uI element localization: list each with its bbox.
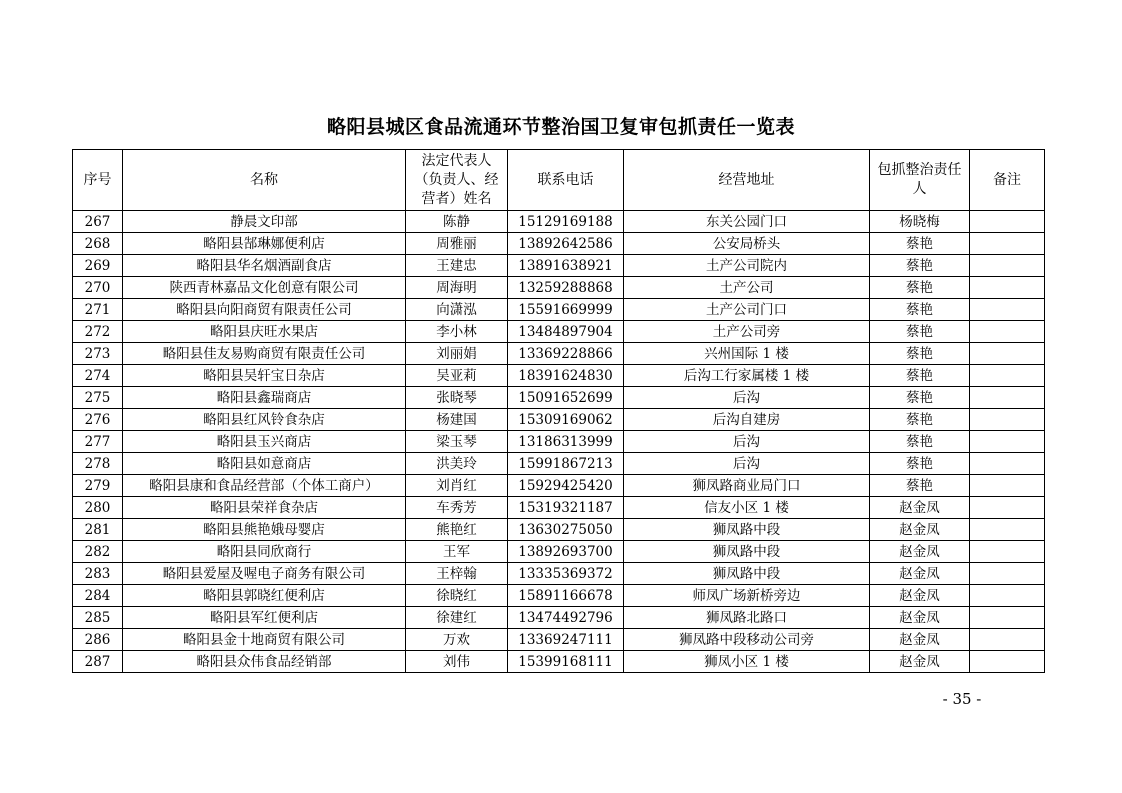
cell-addr: 公安局桥头	[624, 233, 870, 255]
cell-phone: 18391624830	[508, 365, 624, 387]
cell-owner: 蔡艳	[870, 233, 970, 255]
cell-phone: 15991867213	[508, 453, 624, 475]
cell-addr: 狮凤小区 1 楼	[624, 651, 870, 673]
cell-note	[970, 497, 1045, 519]
col-header-addr: 经营地址	[624, 150, 870, 211]
cell-phone: 13259288868	[508, 277, 624, 299]
cell-owner: 杨晓梅	[870, 211, 970, 233]
cell-seq: 278	[73, 453, 123, 475]
table-row	[73, 629, 1045, 651]
cell-rep: 向潇泓	[406, 299, 508, 321]
cell-name: 略阳县郜琳娜便利店	[123, 233, 406, 255]
cell-name: 略阳县康和食品经营部（个体工商户）	[123, 475, 406, 497]
cell-seq: 283	[73, 563, 123, 585]
cell-note	[970, 541, 1045, 563]
cell-addr: 狮凤路中段	[624, 519, 870, 541]
cell-note	[970, 651, 1045, 673]
cell-name: 略阳县如意商店	[123, 453, 406, 475]
cell-addr: 狮凤路北路口	[624, 607, 870, 629]
cell-rep: 刘肖红	[406, 475, 508, 497]
cell-phone: 13892693700	[508, 541, 624, 563]
cell-seq: 275	[73, 387, 123, 409]
cell-note	[970, 277, 1045, 299]
cell-addr: 东关公园门口	[624, 211, 870, 233]
cell-phone: 15319321187	[508, 497, 624, 519]
table-row	[73, 321, 1045, 343]
col-header-note: 备注	[970, 150, 1045, 211]
cell-phone: 13369228866	[508, 343, 624, 365]
cell-note	[970, 629, 1045, 651]
cell-seq: 274	[73, 365, 123, 387]
table-row	[73, 387, 1045, 409]
cell-name: 略阳县华名烟酒副食店	[123, 255, 406, 277]
cell-rep: 杨建国	[406, 409, 508, 431]
cell-name: 略阳县向阳商贸有限责任公司	[123, 299, 406, 321]
table-body	[73, 211, 1045, 673]
cell-seq: 284	[73, 585, 123, 607]
page-number: - 35 -	[942, 690, 982, 708]
cell-note	[970, 321, 1045, 343]
cell-seq: 280	[73, 497, 123, 519]
cell-owner: 蔡艳	[870, 321, 970, 343]
cell-rep: 吴亚莉	[406, 365, 508, 387]
cell-rep: 陈静	[406, 211, 508, 233]
table-row	[73, 651, 1045, 673]
page-title: 略阳县城区食品流通环节整治国卫复审包抓责任一览表	[326, 116, 795, 138]
table-row	[73, 453, 1045, 475]
cell-phone: 13630275050	[508, 519, 624, 541]
cell-addr: 土产公司	[624, 277, 870, 299]
table-row	[73, 431, 1045, 453]
cell-name: 略阳县同欣商行	[123, 541, 406, 563]
cell-phone: 15399168111	[508, 651, 624, 673]
cell-phone: 15129169188	[508, 211, 624, 233]
cell-note	[970, 475, 1045, 497]
cell-addr: 土产公司门口	[624, 299, 870, 321]
table-row	[73, 409, 1045, 431]
table-row	[73, 519, 1045, 541]
cell-name: 略阳县荣祥食杂店	[123, 497, 406, 519]
cell-name: 略阳县郭晓红便利店	[123, 585, 406, 607]
cell-phone: 15091652699	[508, 387, 624, 409]
table-row	[73, 541, 1045, 563]
cell-seq: 273	[73, 343, 123, 365]
cell-seq: 272	[73, 321, 123, 343]
cell-rep: 刘丽娟	[406, 343, 508, 365]
cell-owner: 赵金凤	[870, 497, 970, 519]
cell-name: 略阳县吴轩宝日杂店	[123, 365, 406, 387]
cell-seq: 279	[73, 475, 123, 497]
cell-note	[970, 519, 1045, 541]
cell-owner: 蔡艳	[870, 299, 970, 321]
cell-owner: 赵金凤	[870, 541, 970, 563]
cell-rep: 周雅丽	[406, 233, 508, 255]
cell-name: 略阳县红风铃食杂店	[123, 409, 406, 431]
cell-name: 略阳县玉兴商店	[123, 431, 406, 453]
cell-note	[970, 365, 1045, 387]
cell-seq: 276	[73, 409, 123, 431]
cell-seq: 287	[73, 651, 123, 673]
cell-note	[970, 585, 1045, 607]
cell-rep: 张晓琴	[406, 387, 508, 409]
cell-addr: 兴州国际 1 楼	[624, 343, 870, 365]
cell-name: 略阳县庆旺水果店	[123, 321, 406, 343]
cell-addr: 狮凤路中段	[624, 563, 870, 585]
table-row	[73, 299, 1045, 321]
table-row	[73, 475, 1045, 497]
cell-note	[970, 607, 1045, 629]
col-header-rep: 法定代表人（负责人、经营者）姓名	[406, 150, 508, 211]
cell-name: 略阳县佳友易购商贸有限责任公司	[123, 343, 406, 365]
table-row	[73, 233, 1045, 255]
table-row	[73, 343, 1045, 365]
cell-owner: 蔡艳	[870, 343, 970, 365]
cell-rep: 万欢	[406, 629, 508, 651]
table-row	[73, 607, 1045, 629]
cell-addr: 后沟	[624, 387, 870, 409]
cell-phone: 15309169062	[508, 409, 624, 431]
cell-owner: 赵金凤	[870, 563, 970, 585]
cell-addr: 信友小区 1 楼	[624, 497, 870, 519]
col-header-name: 名称	[123, 150, 406, 211]
cell-owner: 蔡艳	[870, 431, 970, 453]
cell-rep: 王军	[406, 541, 508, 563]
cell-seq: 277	[73, 431, 123, 453]
table-row	[73, 585, 1045, 607]
cell-seq: 269	[73, 255, 123, 277]
cell-phone: 13335369372	[508, 563, 624, 585]
cell-rep: 王梓翰	[406, 563, 508, 585]
cell-addr: 狮凤路中段移动公司旁	[624, 629, 870, 651]
cell-note	[970, 255, 1045, 277]
cell-addr: 后沟工行家属楼 1 楼	[624, 365, 870, 387]
table-row	[73, 563, 1045, 585]
cell-owner: 蔡艳	[870, 277, 970, 299]
cell-owner: 蔡艳	[870, 255, 970, 277]
cell-addr: 后沟	[624, 431, 870, 453]
header-row	[73, 150, 1045, 211]
cell-phone: 13186313999	[508, 431, 624, 453]
cell-rep: 徐建红	[406, 607, 508, 629]
cell-note	[970, 343, 1045, 365]
cell-name: 略阳县鑫瑞商店	[123, 387, 406, 409]
table-row	[73, 497, 1045, 519]
cell-owner: 赵金凤	[870, 651, 970, 673]
cell-rep: 熊艳红	[406, 519, 508, 541]
cell-addr: 后沟	[624, 453, 870, 475]
cell-phone: 15929425420	[508, 475, 624, 497]
cell-note	[970, 563, 1045, 585]
table-row	[73, 255, 1045, 277]
table-row	[73, 277, 1045, 299]
col-header-phone: 联系电话	[508, 150, 624, 211]
cell-phone: 15891166678	[508, 585, 624, 607]
cell-owner: 蔡艳	[870, 409, 970, 431]
table-row	[73, 365, 1045, 387]
cell-owner: 赵金凤	[870, 607, 970, 629]
cell-phone: 13369247111	[508, 629, 624, 651]
cell-note	[970, 431, 1045, 453]
cell-phone: 13474492796	[508, 607, 624, 629]
cell-name: 略阳县熊艳娥母婴店	[123, 519, 406, 541]
cell-name: 略阳县金十地商贸有限公司	[123, 629, 406, 651]
cell-owner: 蔡艳	[870, 453, 970, 475]
cell-name: 略阳县爱屋及喔电子商务有限公司	[123, 563, 406, 585]
cell-seq: 268	[73, 233, 123, 255]
cell-addr: 狮凤路商业局门口	[624, 475, 870, 497]
cell-owner: 蔡艳	[870, 475, 970, 497]
cell-note	[970, 387, 1045, 409]
cell-phone: 13892642586	[508, 233, 624, 255]
table-row	[73, 211, 1045, 233]
cell-seq: 286	[73, 629, 123, 651]
cell-rep: 刘伟	[406, 651, 508, 673]
cell-phone: 15591669999	[508, 299, 624, 321]
cell-rep: 李小林	[406, 321, 508, 343]
cell-note	[970, 453, 1045, 475]
cell-addr: 土产公司院内	[624, 255, 870, 277]
cell-seq: 281	[73, 519, 123, 541]
cell-phone: 13891638921	[508, 255, 624, 277]
cell-note	[970, 409, 1045, 431]
cell-seq: 270	[73, 277, 123, 299]
cell-rep: 王建忠	[406, 255, 508, 277]
cell-name: 陕西青林嘉品文化创意有限公司	[123, 277, 406, 299]
cell-addr: 土产公司旁	[624, 321, 870, 343]
cell-addr: 后沟自建房	[624, 409, 870, 431]
cell-phone: 13484897904	[508, 321, 624, 343]
cell-addr: 狮凤路中段	[624, 541, 870, 563]
col-header-owner: 包抓整治责任人	[870, 150, 970, 211]
cell-rep: 周海明	[406, 277, 508, 299]
cell-name: 略阳县军红便利店	[123, 607, 406, 629]
cell-seq: 285	[73, 607, 123, 629]
cell-note	[970, 233, 1045, 255]
cell-owner: 蔡艳	[870, 365, 970, 387]
cell-owner: 赵金凤	[870, 585, 970, 607]
cell-addr: 师凤广场新桥旁边	[624, 585, 870, 607]
cell-seq: 267	[73, 211, 123, 233]
cell-rep: 车秀芳	[406, 497, 508, 519]
cell-name: 略阳县众伟食品经销部	[123, 651, 406, 673]
cell-seq: 282	[73, 541, 123, 563]
cell-owner: 赵金凤	[870, 629, 970, 651]
cell-owner: 赵金凤	[870, 519, 970, 541]
cell-note	[970, 299, 1045, 321]
cell-rep: 徐晓红	[406, 585, 508, 607]
responsibility-table	[72, 149, 1045, 673]
cell-rep: 梁玉琴	[406, 431, 508, 453]
cell-rep: 洪美玲	[406, 453, 508, 475]
cell-seq: 271	[73, 299, 123, 321]
col-header-seq: 序号	[73, 150, 123, 211]
cell-owner: 蔡艳	[870, 387, 970, 409]
cell-name: 静晨文印部	[123, 211, 406, 233]
cell-note	[970, 211, 1045, 233]
